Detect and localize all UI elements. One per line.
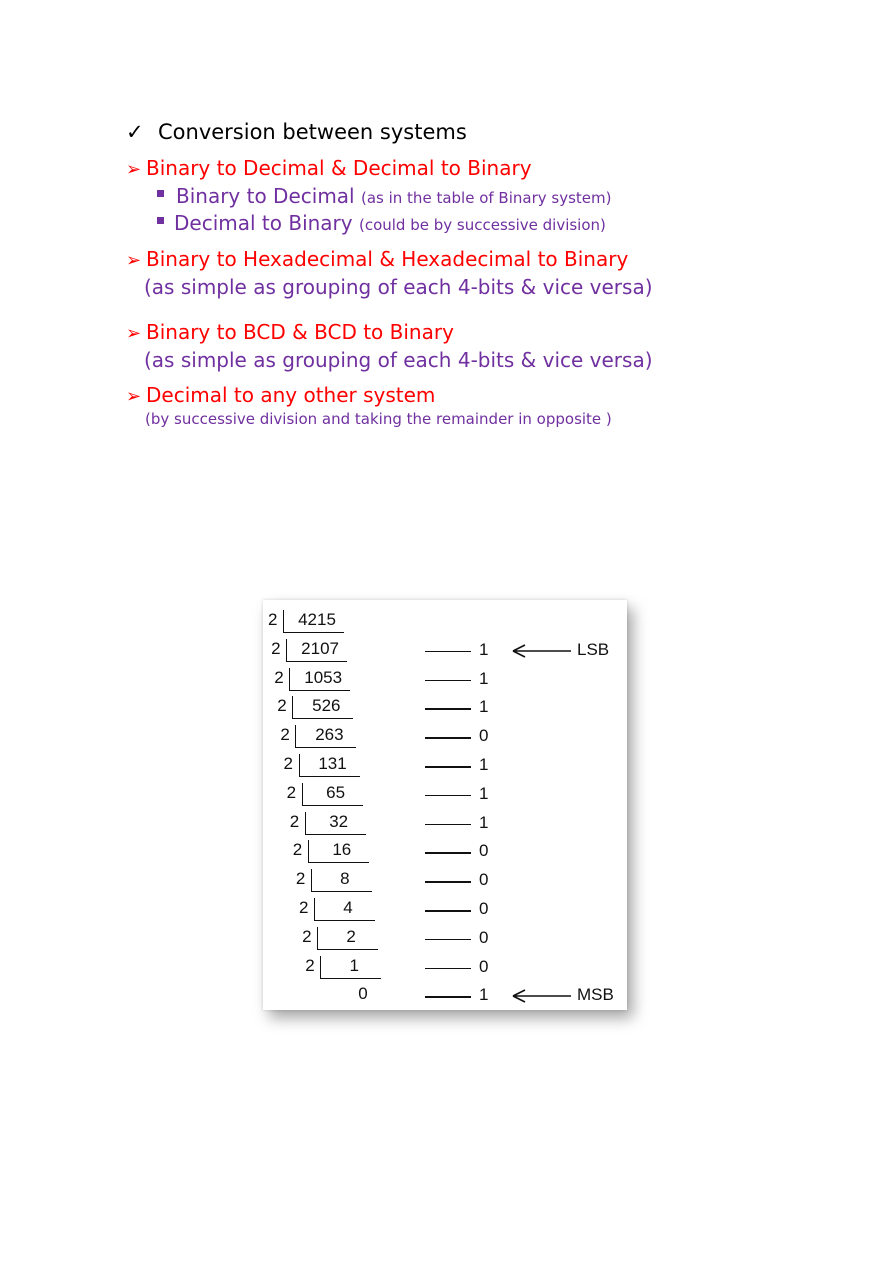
section-title-binary-bcd (126, 320, 454, 344)
remainder: 1 (479, 697, 489, 717)
bullet-item (157, 184, 611, 208)
successive-division-figure (263, 600, 627, 1010)
quotient: 4215 (298, 610, 336, 629)
divisor: 2 (286, 782, 297, 802)
section-title-text: Binary to BCD & BCD to Binary (146, 320, 454, 344)
remainder: 1 (479, 985, 489, 1005)
quotient: 32 (329, 811, 349, 831)
remainder: 0 (479, 927, 489, 947)
square-bullet-icon (157, 190, 164, 197)
msb-label: MSB (577, 985, 614, 1005)
arrow-bullet-icon: ➢ (126, 159, 142, 180)
bullet-main: Binary to Decimal (176, 184, 355, 208)
quotient: 2107 (301, 638, 339, 658)
remainder-dash (425, 881, 471, 883)
remainder: 0 (479, 841, 489, 861)
arrow-bullet-icon: ➢ (126, 250, 142, 271)
checkmark-icon: ✓ (126, 120, 144, 144)
remainder-dash (425, 766, 471, 768)
section-description: (as simple as grouping of each 4-bits & vice versa) (144, 275, 653, 299)
section-title-text: Binary to Decimal & Decimal to Binary (146, 156, 532, 180)
divisor: 2 (283, 754, 293, 773)
remainder: 1 (479, 755, 489, 774)
section-description: (as simple as grouping of each 4-bits & vice versa) (144, 348, 653, 372)
remainder-dash (425, 824, 471, 826)
arrow-bullet-icon: ➢ (126, 323, 142, 344)
quotient: 4 (343, 898, 353, 917)
section-description: (by successive division and taking the remainder in opposite ) (145, 410, 612, 428)
divisor: 2 (292, 840, 303, 860)
remainder: 1 (479, 812, 489, 832)
lsb-label: LSB (577, 639, 610, 659)
section-title-decimal-other (126, 383, 435, 407)
remainder: 1 (479, 668, 489, 688)
quotient: 131 (318, 754, 347, 773)
msb-arrow-icon (511, 988, 573, 1004)
remainder-dash (425, 795, 471, 797)
divisor: 2 (268, 610, 278, 629)
remainder-dash (425, 680, 471, 682)
bullet-note: (as in the table of Binary system) (360, 189, 612, 207)
divisor: 2 (305, 955, 315, 975)
section-title-text: Decimal to any other system (146, 383, 436, 407)
lsb-arrow-icon (511, 643, 573, 659)
remainder-dash (425, 852, 471, 854)
remainder-dash (425, 939, 471, 941)
section-title-binary-decimal (126, 156, 532, 180)
remainder: 0 (479, 899, 489, 918)
remainder: 1 (479, 783, 489, 803)
bullet-main: Decimal to Binary (174, 211, 353, 235)
section-title-text: Binary to Hexadecimal & Hexadecimal to Binary (146, 247, 629, 271)
remainder: 1 (479, 639, 489, 659)
quotient: 2 (346, 926, 356, 946)
section-title-binary-hex (126, 247, 628, 271)
quotient: 65 (326, 782, 346, 802)
quotient: 16 (332, 840, 352, 860)
quotient: 1 (349, 955, 359, 975)
remainder-dash (425, 968, 471, 970)
square-bullet-icon (157, 217, 164, 224)
quotient: 263 (315, 725, 344, 745)
divisor: 2 (299, 898, 309, 917)
remainder-dash (425, 737, 471, 739)
divisor: 2 (280, 725, 290, 745)
remainder: 0 (479, 956, 489, 976)
bullet-note: (could be by successive division) (358, 216, 606, 234)
remainder-dash (425, 910, 471, 912)
quotient: 0 (358, 984, 368, 1004)
divisor: 2 (277, 696, 287, 716)
divisor: 2 (271, 638, 281, 658)
divisor: 2 (295, 869, 306, 889)
section-heading (126, 120, 467, 144)
quotient: 8 (340, 869, 350, 889)
divisor: 2 (302, 926, 312, 946)
bullet-item (157, 211, 606, 235)
divisor: 2 (274, 667, 284, 687)
remainder-dash (425, 708, 471, 710)
heading-text: Conversion between systems (158, 120, 467, 144)
remainder-dash (425, 651, 471, 653)
quotient: 1053 (304, 667, 343, 687)
quotient: 526 (312, 696, 341, 716)
remainder: 0 (479, 726, 489, 746)
remainder: 0 (479, 870, 489, 890)
remainder-dash (425, 996, 471, 998)
divisor: 2 (289, 811, 300, 831)
arrow-bullet-icon: ➢ (126, 386, 142, 407)
